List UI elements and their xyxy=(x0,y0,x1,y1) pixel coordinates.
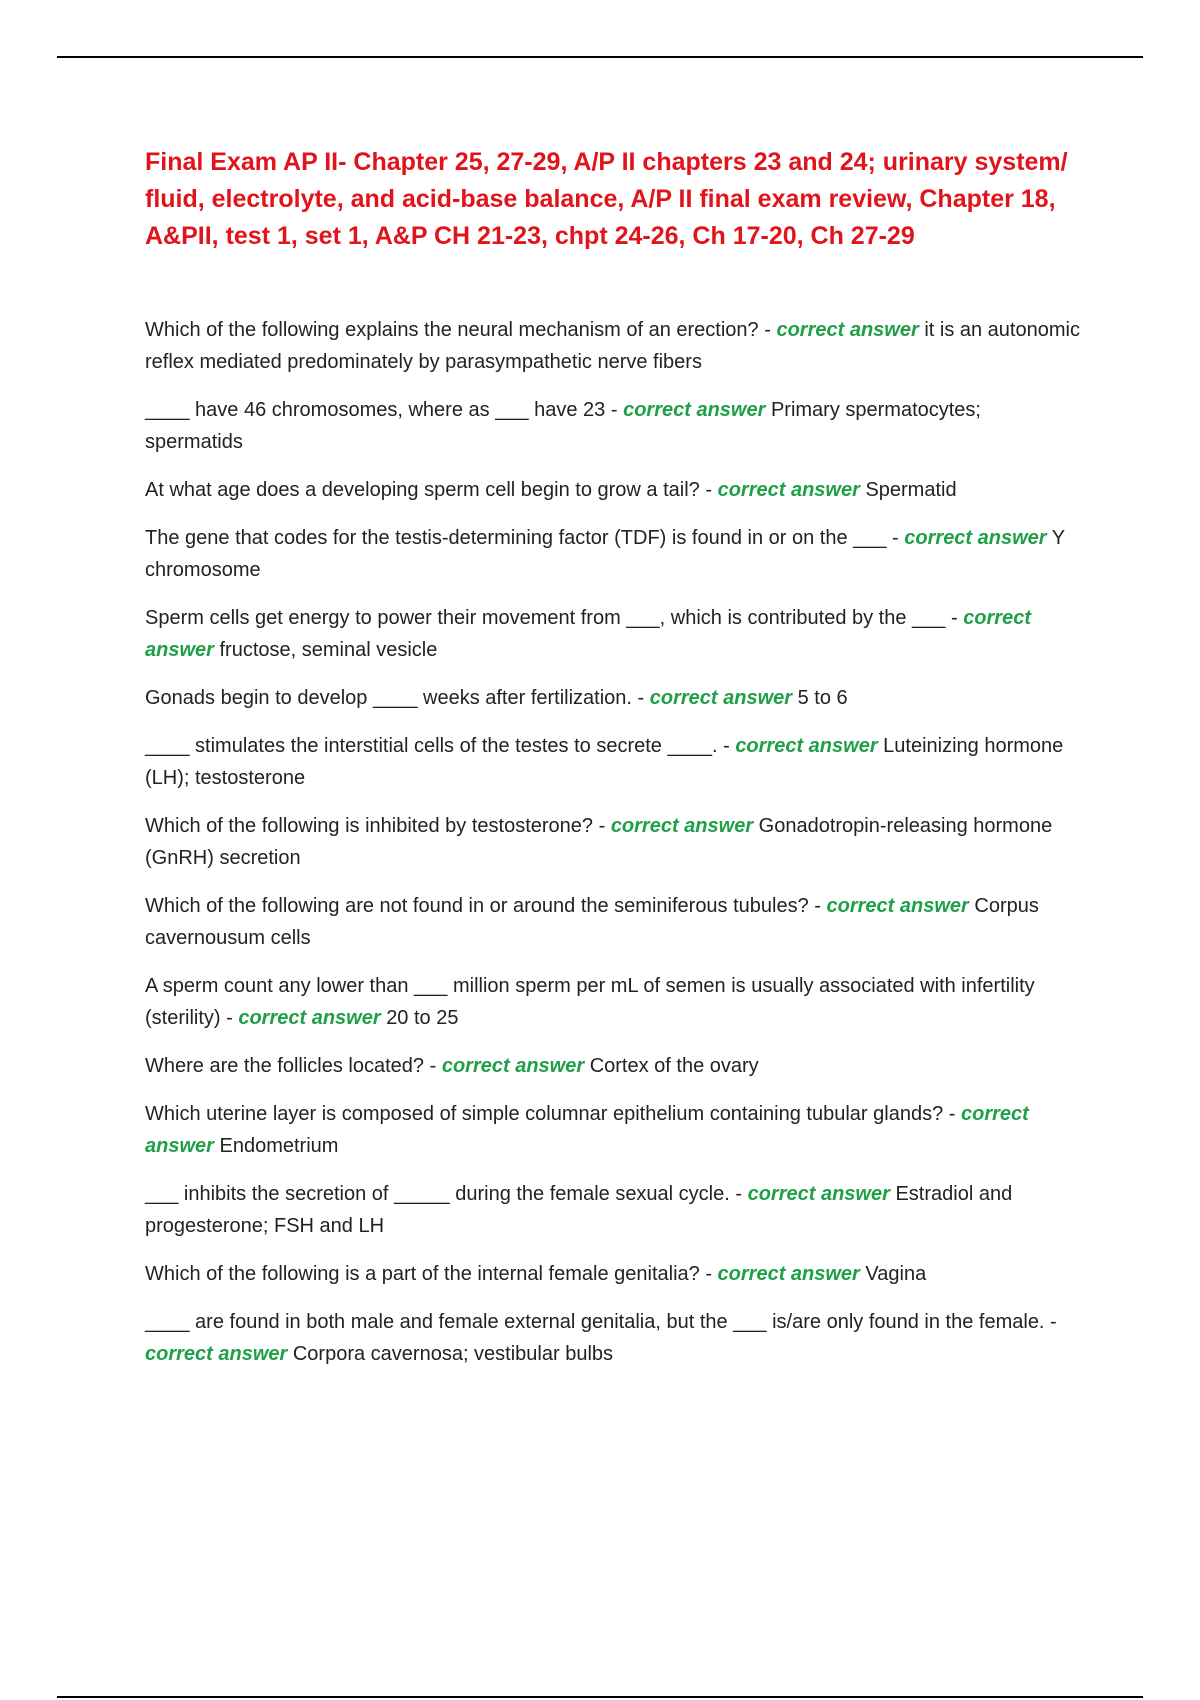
answer-text: Spermatid xyxy=(865,479,957,501)
answer-text: Y chromosome xyxy=(145,527,1065,581)
document-title: Final Exam AP II- Chapter 25, 27-29, A/P II chapters 23 and 24; urinary system/ fluid, electrolyte, and acid-base balance, A/P II final exam review, Chapter 18, A&PII, test 1, set 1, A&P CH 21-23, chpt 24-26, Ch 17-20, Ch 27-29 xyxy=(145,148,1068,250)
qa-item xyxy=(145,314,1080,378)
separator: - xyxy=(220,1007,239,1029)
qa-item xyxy=(145,682,1080,714)
separator: - xyxy=(717,735,736,757)
qa-item xyxy=(145,890,1080,954)
qa-item xyxy=(145,602,1080,666)
separator: - xyxy=(593,815,611,837)
answer-text: Endometrium xyxy=(219,1135,339,1157)
qa-item xyxy=(145,730,1080,794)
question-text: A sperm count any lower than ___ million sperm per mL of semen is usually associated with infertility (sterility) xyxy=(145,975,1035,1029)
question-text: ____ are found in both male and female external genitalia, but the ___ is/are only found in the female. xyxy=(145,1311,1045,1333)
answer-text: it is an autonomic reflex mediated predominately by parasympathetic nerve fibers xyxy=(145,319,1080,373)
correct-answer-label: correct answer xyxy=(904,527,1047,549)
correct-answer-label: correct answer xyxy=(623,399,766,421)
correct-answer-label: correct answer xyxy=(145,1103,1029,1157)
question-text: Which uterine layer is composed of simple columnar epithelium containing tubular glands? xyxy=(145,1103,944,1125)
answer-text: fructose, seminal vesicle xyxy=(219,639,438,661)
answer-text: Luteinizing hormone (LH); testosterone xyxy=(145,735,1064,789)
correct-answer-label: correct answer xyxy=(717,479,860,501)
correct-answer-label: correct answer xyxy=(717,1263,860,1285)
question-text: Sperm cells get energy to power their movement from ___, which is contributed by the ___ xyxy=(145,607,946,629)
separator: - xyxy=(886,527,905,549)
separator: - xyxy=(605,399,624,421)
qa-item xyxy=(145,1258,1080,1290)
correct-answer-label: correct answer xyxy=(776,319,919,341)
qa-item xyxy=(145,1050,1080,1082)
correct-answer-label: correct answer xyxy=(145,1343,288,1365)
qa-item xyxy=(145,1098,1080,1162)
question-text: The gene that codes for the testis-determining factor (TDF) is found in or on the ___ xyxy=(145,527,887,549)
qa-item xyxy=(145,1178,1080,1242)
qa-item xyxy=(145,522,1080,586)
separator: - xyxy=(631,687,650,709)
separator: - xyxy=(699,479,718,501)
qa-item xyxy=(145,1306,1080,1370)
answer-text: 5 to 6 xyxy=(797,687,848,709)
question-answer-list xyxy=(145,314,1080,1370)
correct-answer-label: correct answer xyxy=(145,607,1031,661)
answer-text: Cortex of the ovary xyxy=(589,1055,759,1077)
question-text: ___ inhibits the secretion of _____ during the female sexual cycle. xyxy=(145,1183,730,1205)
question-text: Where are the follicles located? xyxy=(145,1055,425,1077)
separator: - xyxy=(729,1183,748,1205)
document-body xyxy=(145,144,1080,1386)
answer-text: Corpora cavernosa; vestibular bulbs xyxy=(292,1343,614,1365)
answer-text: Estradiol and progesterone; FSH and LH xyxy=(145,1183,1013,1237)
answer-text: Primary spermatocytes; spermatids xyxy=(145,399,981,453)
correct-answer-label: correct answer xyxy=(238,1007,381,1029)
answer-text: 20 to 25 xyxy=(386,1007,459,1029)
question-text: Which of the following explains the neural mechanism of an erection? xyxy=(145,319,759,341)
qa-item xyxy=(145,474,1080,506)
question-text: Which of the following is inhibited by testosterone? xyxy=(145,815,594,837)
top-divider-line xyxy=(57,56,1143,58)
answer-text: Gonadotropin-releasing hormone (GnRH) secretion xyxy=(145,815,1053,869)
separator: - xyxy=(1044,1311,1057,1333)
question-text: At what age does a developing sperm cell begin to grow a tail? xyxy=(145,479,700,501)
separator: - xyxy=(943,1103,961,1125)
separator: - xyxy=(424,1055,442,1077)
correct-answer-label: correct answer xyxy=(735,735,878,757)
separator: - xyxy=(699,1263,718,1285)
correct-answer-label: correct answer xyxy=(826,895,969,917)
bottom-divider-line xyxy=(57,1696,1143,1698)
correct-answer-label: correct answer xyxy=(649,687,793,709)
question-text: Which of the following is a part of the internal female genitalia? xyxy=(145,1263,700,1285)
question-text: ____ stimulates the interstitial cells of the testes to secrete ____. xyxy=(145,735,718,757)
qa-item xyxy=(145,810,1080,874)
separator: - xyxy=(945,607,964,629)
qa-item xyxy=(145,394,1080,458)
separator: - xyxy=(808,895,827,917)
question-text: Which of the following are not found in or around the seminiferous tubules? xyxy=(145,895,809,917)
correct-answer-label: correct answer xyxy=(747,1183,890,1205)
answer-text: Corpus cavernousum cells xyxy=(145,895,1039,949)
separator: - xyxy=(758,319,777,341)
qa-item xyxy=(145,970,1080,1034)
question-text: Gonads begin to develop ____ weeks after fertilization. xyxy=(145,687,632,709)
question-text: ____ have 46 chromosomes, where as ___ have 23 xyxy=(145,399,606,421)
correct-answer-label: correct answer xyxy=(441,1055,585,1077)
correct-answer-label: correct answer xyxy=(610,815,754,837)
answer-text: Vagina xyxy=(865,1263,927,1285)
